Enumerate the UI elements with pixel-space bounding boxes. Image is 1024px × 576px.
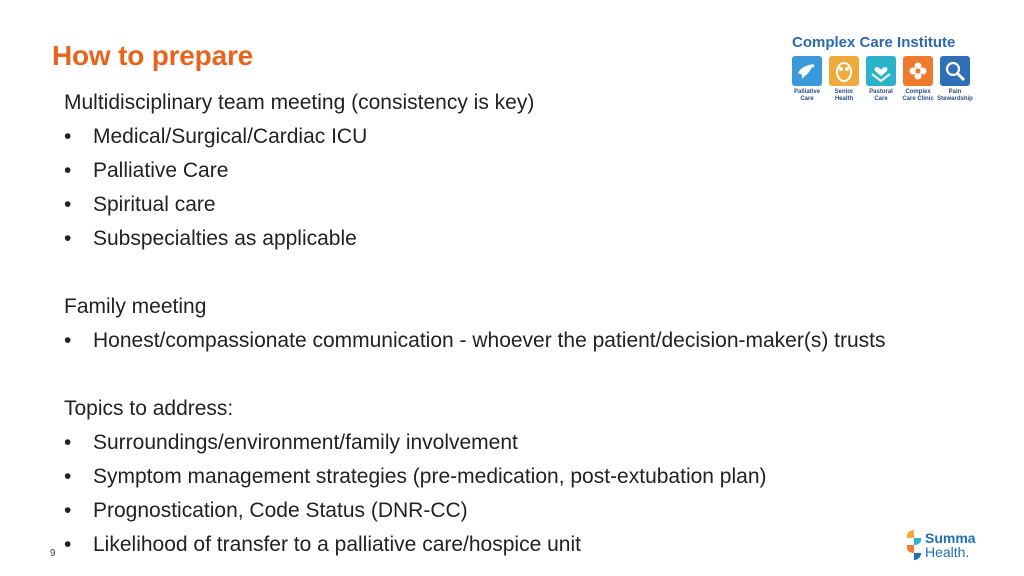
cci-caption: Complex Care Clinic [902, 89, 934, 102]
bullet-item: • Surroundings/environment/family involvement [64, 426, 1004, 460]
slide-title: How to prepare [52, 40, 254, 71]
summa-health-logo [903, 528, 983, 564]
spacer [64, 256, 1004, 290]
cci-caption: Pain Stewardship [937, 89, 973, 102]
spacer [64, 358, 1004, 392]
section-heading: Multidisciplinary team meeting (consistency is key) [64, 91, 535, 114]
flower-icon [903, 56, 933, 86]
page-number: 9 [50, 548, 56, 559]
bullet-item: • Palliative Care [64, 154, 1004, 188]
bullet-item: • Spiritual care [64, 188, 1004, 222]
section-heading: Family meeting [64, 295, 207, 318]
bullet-item: • Likelihood of transfer to a palliative care/hospice unit [64, 528, 1004, 562]
bullet-item: • Subspecialties as applicable [64, 222, 1004, 256]
summa-logo-line1: Summa [925, 530, 976, 546]
cci-caption: Palliative Care [793, 89, 820, 102]
bullet-item: • Honest/compassionate communication - whoever the patient/decision-maker(s) trusts [64, 324, 1004, 358]
bullet-item: • Medical/Surgical/Cardiac ICU [64, 120, 1004, 154]
cci-logo-title: Complex Care Institute [792, 34, 956, 51]
slide-body [64, 86, 1004, 562]
dove-icon [792, 56, 822, 86]
complex-care-institute-logo [788, 34, 978, 106]
bullet-item: • Symptom management strategies (pre-medication, post-extubation plan) [64, 460, 1004, 494]
summa-logo-line2: Health. [925, 544, 970, 560]
bullet-item: • Prognostication, Code Status (DNR-CC) [64, 494, 1004, 528]
section-heading: Topics to address: [64, 397, 234, 420]
cci-caption: Senior Health [834, 89, 854, 102]
summa-mark-icon [903, 528, 925, 562]
owl-icon [829, 56, 859, 86]
heart-hands-icon [866, 56, 896, 86]
magnifier-icon [940, 56, 970, 86]
cci-caption: Pastoral Care [869, 89, 893, 102]
